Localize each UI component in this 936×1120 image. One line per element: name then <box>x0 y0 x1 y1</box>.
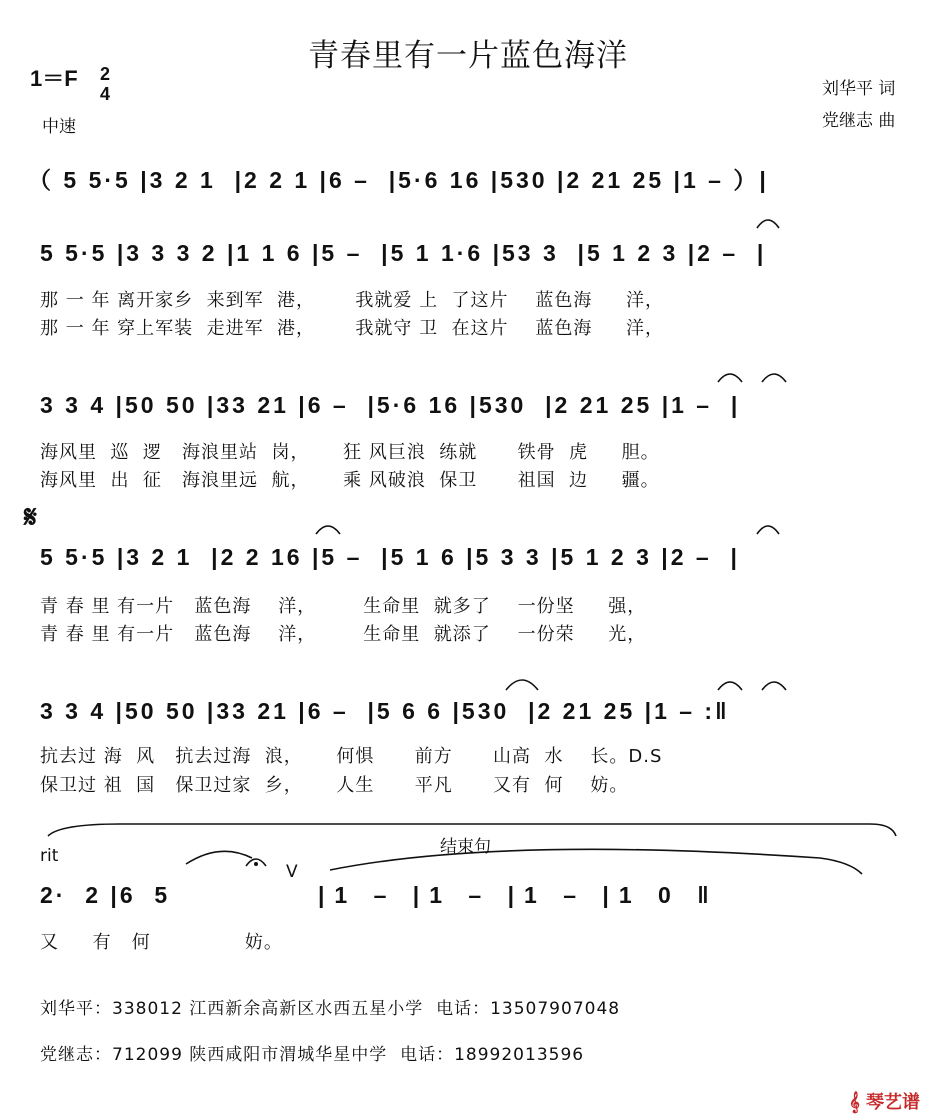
system-2-notes: 5 5·5 |3 3 3 2 |1 1 6 |5 – |5 1 1·6 |53 3 |5 1 2 3 |2 – | <box>40 240 767 266</box>
tempo-marking: 中速 <box>42 117 76 137</box>
tie-arc <box>718 682 742 690</box>
system-5-lyric-verse-2: 保卫过 祖 国 保卫过家 乡， 人生 平凡 又有 何 妨。 <box>40 775 629 796</box>
contact-lyricist: 刘华平：338012 江西新余高新区水西五星小学 电话：13507907048 <box>40 999 621 1019</box>
system-2-lyric-verse-2: 那 一 年 穿上军装 走进军 港， 我就守 卫 在这片 蓝色海 洋， <box>40 318 665 339</box>
tie-arc <box>757 220 779 228</box>
slur-arc <box>186 851 252 864</box>
ending-notes-b: |1 – |1 – |1 – |1 0 ‖ <box>318 882 719 908</box>
ritardando-marking: rit <box>40 846 59 866</box>
system-3-lyric-verse-1: 海风里 巡 逻 海浪里站 岗， 狂 风巨浪 练就 铁骨 虎 胆。 <box>40 442 660 463</box>
tie-arc <box>762 682 786 690</box>
system-2-lyric-verse-1: 那 一 年 离开家乡 来到军 港， 我就爱 上 了这片 蓝色海 洋， <box>40 290 665 311</box>
system-4-lyric-verse-1: 青 春 里 有一片 蓝色海 洋， 生命里 就多了 一份坚 强， <box>40 596 647 617</box>
system-4-notes: 5 5·5 |3 2 1 |2 2 16 |5 – |5 1 6 |5 3 3 |5 1 2 3 |2 – | <box>40 544 740 570</box>
key-signature: 1＝F <box>30 66 78 91</box>
slur-arc <box>330 849 862 874</box>
system-1-notes: （ 5 5·5 |3 2 1 |2 2 1 |6 – |5·6 16 |530 |2 21 25 |1 – ）| <box>28 167 769 193</box>
segno-sign: 𝄋 <box>24 500 37 535</box>
watermark-icon: 𝄞 <box>849 1092 866 1113</box>
contact-composer: 党继志：712099 陕西咸阳市渭城华星中学 电话：18992013596 <box>40 1045 585 1065</box>
ending-phrase-label: 结束句 <box>440 837 491 857</box>
system-3-notes: 3 3 4 |50 50 |33 21 |6 – |5·6 16 |530 |2 21 25 |1 – | <box>40 392 741 418</box>
ending-lyric: 又 有 何 妨。 <box>40 932 283 953</box>
tie-arc <box>718 374 742 382</box>
system-4-lyric-verse-2: 青 春 里 有一片 蓝色海 洋， 生命里 就添了 一份荣 光， <box>40 624 647 645</box>
composer-credit: 党继志 曲 <box>822 111 896 131</box>
breath-mark: V <box>286 862 298 882</box>
tie-arc <box>316 526 340 534</box>
fermata-arc <box>246 859 266 866</box>
time-signature-top: 2 <box>100 64 111 84</box>
fermata-dot <box>254 862 258 866</box>
lyricist-credit: 刘华平 词 <box>822 79 896 99</box>
system-3-lyric-verse-2: 海风里 出 征 海浪里远 航， 乘 风破浪 保卫 祖国 边 疆。 <box>40 470 660 491</box>
system-5-notes: 3 3 4 |50 50 |33 21 |6 – |5 6 6 |530 |2 21 25 |1 – :‖ <box>40 698 730 724</box>
tie-arc <box>757 526 779 534</box>
watermark-logo <box>837 1067 920 1114</box>
time-signature-bottom: 4 <box>100 84 111 104</box>
tie-arc <box>762 374 786 382</box>
tie-arc <box>506 680 538 690</box>
system-5-lyric-verse-1: 抗去过 海 风 抗去过海 浪， 何惧 前方 山高 水 长。D.S <box>40 746 663 767</box>
ending-notes-a: 2· 2 |6 5 <box>40 882 171 908</box>
song-title: 青春里有一片蓝色海洋 <box>308 38 628 74</box>
watermark-text: 琴艺谱 <box>866 1092 920 1113</box>
time-signature <box>100 64 110 104</box>
